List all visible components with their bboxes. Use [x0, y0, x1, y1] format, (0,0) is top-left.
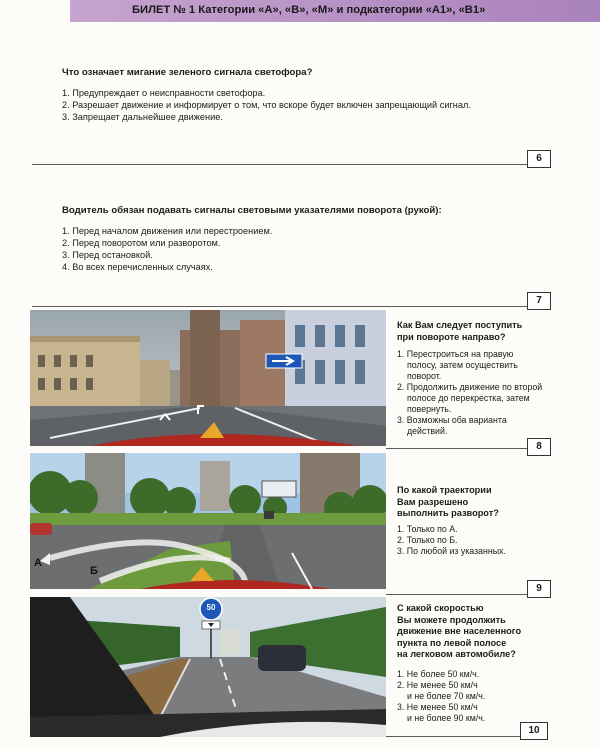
- q7-answer-4[interactable]: 4. Во всех перечисленных случаях.: [62, 262, 213, 272]
- q8-answer-2-line-2: полосе до перекрестка, затем: [407, 393, 530, 403]
- q9-uturn-photo: [30, 453, 386, 589]
- q6-answer-3[interactable]: 3. Запрещает дальнейшее движение.: [62, 112, 223, 122]
- q8-question: [397, 320, 522, 343]
- q7-answer-1[interactable]: 1. Перед началом движения или перестроением.: [62, 226, 273, 236]
- q6-divider: [32, 164, 527, 165]
- q8-answer-2-line-1: 2. Продолжить движение по второй: [397, 382, 543, 392]
- q9-answer-3[interactable]: 3. По любой из указанных.: [397, 546, 506, 556]
- q10-question-line-2: Вы можете продолжить: [397, 614, 506, 625]
- q10-answer-3-line-1: 3. Не менее 50 км/ч: [397, 702, 478, 712]
- q6-answer-1[interactable]: 1. Предупреждает о неисправности светофора.: [62, 88, 266, 98]
- q8-divider: [386, 448, 527, 449]
- q10-question-line-4: пункта по левой полосе: [397, 637, 507, 648]
- q8-answer-3-line-1: 3. Возможны оба варианта: [397, 415, 507, 425]
- q9-question: [397, 485, 499, 520]
- q10-answer-1-line-1: 1. Не более 50 км/ч.: [397, 669, 480, 679]
- q10-divider: [386, 736, 520, 737]
- q7-number: 7: [527, 292, 551, 310]
- q8-answer-3[interactable]: [397, 415, 542, 437]
- q8-number: 8: [527, 438, 551, 456]
- q9-label-a: А: [34, 557, 42, 569]
- q10-question-line-3: движение вне населенного: [397, 626, 522, 636]
- q9-divider: [386, 594, 527, 595]
- q10-answer-1[interactable]: [397, 669, 485, 680]
- q8-answer-2[interactable]: [397, 382, 542, 415]
- q8-answer-3-line-2: действий.: [407, 426, 448, 436]
- q9-question-line-1: По какой траектории: [397, 485, 492, 495]
- q9-label-b: Б: [90, 565, 98, 577]
- q8-answers: [397, 349, 542, 437]
- q10-answer-2-line-1: 2. Не менее 50 км/ч: [397, 680, 478, 690]
- ticket-header: [70, 0, 600, 22]
- q6-answers: [62, 87, 471, 123]
- q7-answer-2[interactable]: 2. Перед поворотом или разворотом.: [62, 238, 221, 248]
- q10-number: 10: [520, 722, 548, 740]
- q10-answer-3-line-2: и не более 90 км/ч.: [407, 713, 486, 723]
- q8-answer-1-line-1: 1. Перестроиться на правую: [397, 349, 514, 359]
- q7-question: Водитель обязан подавать сигналы световыми указателями поворота (рукой):: [62, 205, 442, 216]
- q8-question-line-1: Как Вам следует поступить: [397, 320, 523, 330]
- q9-question-line-3: выполнить разворот?: [397, 508, 499, 518]
- q10-highway-photo: [30, 597, 386, 737]
- speed-limit-sign-value: 50: [206, 603, 216, 612]
- q7-answer-3[interactable]: 3. Перед остановкой.: [62, 250, 153, 260]
- q10-answers: [397, 669, 485, 724]
- q8-question-line-2: при повороте направо?: [397, 331, 506, 342]
- ticket-title: БИЛЕТ № 1 Категории «А», «В», «М» и подкатегории «А1», «В1»: [132, 4, 486, 16]
- q8-answer-1[interactable]: [397, 349, 542, 382]
- q9-number: 9: [527, 580, 551, 598]
- q6-answer-2[interactable]: 2. Разрешает движение и информирует о том, что вскоре будет включен запрещающий сигнал.: [62, 100, 471, 110]
- q7-answers: [62, 225, 272, 273]
- q8-answer-2-line-3: повернуть.: [407, 404, 452, 414]
- q10-question-line-1: С какой скоростью: [397, 603, 484, 613]
- q8-answer-1-line-3: поворот.: [407, 371, 442, 381]
- q9-answer-1[interactable]: 1. Только по А.: [397, 524, 458, 534]
- q10-answer-2[interactable]: [397, 680, 485, 702]
- q10-question: [397, 603, 521, 661]
- q9-answers: [397, 524, 506, 557]
- q6-question: Что означает мигание зеленого сигнала светофора?: [62, 67, 313, 78]
- q10-question-line-5: на легковом автомобиле?: [397, 649, 516, 659]
- q9-answer-2[interactable]: 2. Только по Б.: [397, 535, 458, 545]
- q10-answer-3[interactable]: [397, 702, 485, 724]
- q9-question-line-2: Вам разрешено: [397, 496, 469, 507]
- q8-answer-1-line-2: полосу, затем осуществить: [407, 360, 518, 370]
- q10-answer-2-line-2: и не более 70 км/ч.: [407, 691, 486, 701]
- q8-street-photo: [30, 310, 386, 446]
- q7-divider: [32, 306, 527, 307]
- q6-number: 6: [527, 150, 551, 168]
